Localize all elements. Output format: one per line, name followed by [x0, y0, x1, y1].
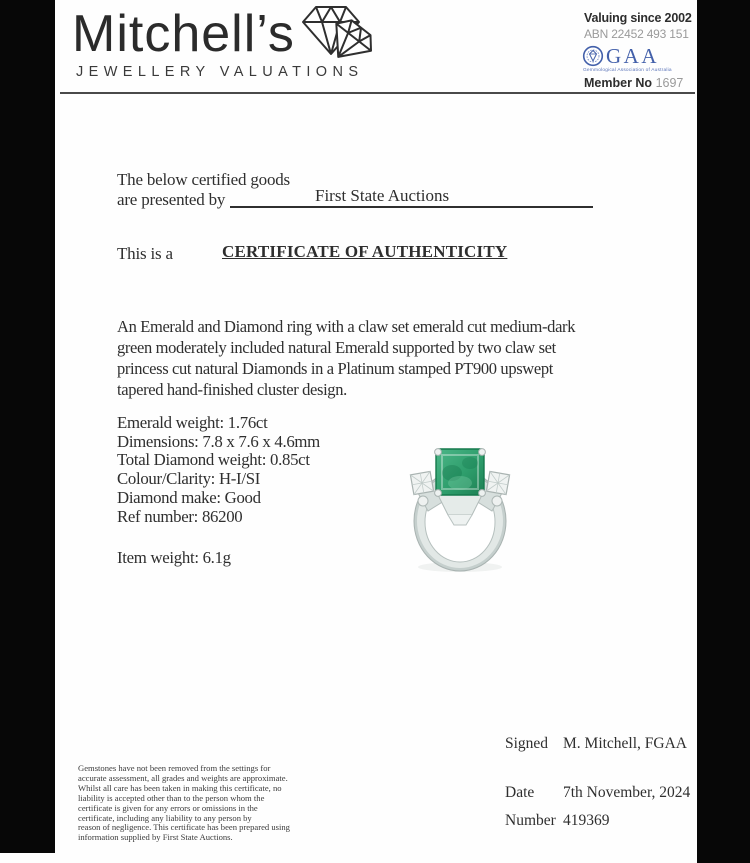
disclaimer-line: certificate, including any liability to any person by: [78, 812, 252, 823]
this-is-a-label: This is a: [117, 244, 173, 263]
signed-label: Signed: [505, 735, 549, 752]
valuing-since: Valuing since 2002: [584, 11, 692, 25]
member-number: 1697: [655, 76, 684, 90]
member-row: [584, 76, 683, 90]
scan-border-left: [0, 0, 55, 853]
abn-number: ABN 22452 493 151: [584, 27, 689, 41]
disclaimer: [78, 764, 290, 843]
scan-border-right: [697, 0, 750, 863]
intro-line-2: are presented by: [117, 190, 226, 209]
item-weight: Item weight: 6.1g: [117, 548, 231, 567]
presenter-name: First State Auctions: [315, 186, 450, 205]
brand-subtitle: JEWELLERY VALUATIONS: [76, 64, 364, 80]
date-label: Date: [505, 784, 535, 801]
spec-ref-number: Ref number: 86200: [117, 506, 243, 526]
disclaimer-line: liability is accepted other than to the person whom the: [78, 792, 265, 803]
intro-line-1: The below certified goods: [117, 170, 290, 189]
presenter-underline: [230, 186, 593, 208]
spec-diamond-weight: Total Diamond weight: 0.85ct: [117, 450, 310, 470]
disclaimer-line: Whilst all care has been taken in making this certificate, no: [78, 782, 282, 793]
spec-diamond-make: Diamond make: Good: [117, 487, 261, 507]
diamonds-icon: [296, 2, 382, 68]
gaa-tagline: Gemmological Association of Australia: [583, 68, 672, 73]
disclaimer-line: accurate assessment, all grades and weights are approximate.: [78, 772, 288, 783]
description-line: green moderately included natural Emerald supported by two claw set: [117, 338, 556, 357]
description-line: tapered hand-finished cluster design.: [117, 380, 347, 399]
disclaimer-line: Gemstones have not been removed from the settings for: [78, 763, 271, 773]
certificate-title: CERTIFICATE OF AUTHENTICITY: [222, 242, 508, 261]
description-line: princess cut natural Diamonds in a Platinum stamped PT900 upswept: [117, 359, 553, 378]
member-label: Member No: [584, 76, 653, 90]
number-label: Number: [505, 812, 556, 829]
gaa-emblem-icon: [582, 45, 604, 67]
signed-value: M. Mitchell, FGAA: [563, 735, 687, 752]
brand-name: Mitchell’s: [72, 5, 295, 63]
spec-colour-clarity: Colour/Clarity: H-I/SI: [117, 469, 261, 489]
item-description: [117, 316, 575, 400]
number-value: 419369: [563, 812, 610, 829]
description-line: An Emerald and Diamond ring with a claw set emerald cut medium-dark: [117, 317, 576, 336]
spec-list: [117, 414, 320, 526]
disclaimer-line: reason of negligence. This certificate has been prepared using: [78, 822, 290, 833]
spec-emerald-weight: Emerald weight: 1.76ct: [117, 413, 268, 432]
ring-photo: [396, 441, 524, 575]
gaa-acronym: GAA: [606, 44, 659, 68]
disclaimer-line: certificate is given for any errors or omissions in the: [78, 802, 258, 813]
disclaimer-line: information supplied by First State Auctions.: [78, 832, 233, 843]
header-rule: [60, 92, 695, 94]
date-value: 7th November, 2024: [563, 784, 691, 801]
spec-dimensions: Dimensions: 7.8 x 7.6 x 4.6mm: [117, 431, 320, 451]
